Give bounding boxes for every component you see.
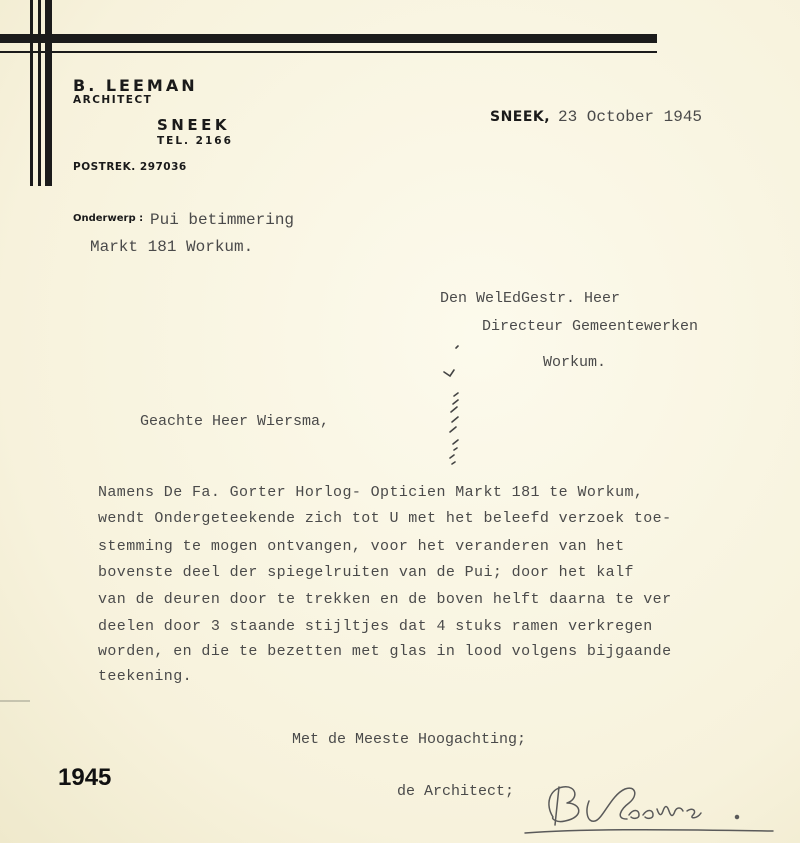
body-line-2: wendt Ondergeteekende zich tot U met het beleefd verzoek toe- bbox=[98, 510, 672, 527]
body-line-8: teekening. bbox=[98, 668, 193, 685]
body-line-5: van de deuren door te trekken en de boven helft daarna te ver bbox=[98, 591, 672, 608]
subject-label: Onderwerp : bbox=[73, 213, 144, 224]
addressee-line-3: Workum. bbox=[543, 354, 607, 371]
letterhead-top-rule bbox=[0, 34, 657, 43]
letterhead-vertical-rule-1 bbox=[30, 0, 33, 186]
typewriter-marks bbox=[438, 340, 468, 470]
greeting: Geachte Heer Wiersma, bbox=[140, 413, 330, 430]
letterhead-thin-rule bbox=[0, 51, 657, 53]
letterhead-vertical-rule-2 bbox=[38, 0, 41, 186]
architect-role: ARCHITECT bbox=[73, 94, 153, 106]
body-line-7: worden, en die te bezetten met glas in lood volgens bijgaande bbox=[98, 643, 672, 660]
signoff: de Architect; bbox=[397, 783, 515, 800]
body-line-1: Namens De Fa. Gorter Horlog- Opticien Markt 181 te Workum, bbox=[98, 484, 644, 501]
dateline-city: SNEEK, bbox=[490, 109, 551, 125]
addressee-line-1: Den WelEdGestr. Heer bbox=[440, 290, 621, 307]
subject-line-2: Markt 181 Workum. bbox=[90, 238, 254, 256]
architect-name: B. LEEMAN bbox=[73, 76, 198, 95]
letterhead-postrek: POSTREK. 297036 bbox=[73, 161, 187, 173]
letterhead-phone: TEL. 2166 bbox=[157, 135, 233, 147]
scan-edge-mark bbox=[0, 700, 30, 702]
body-line-4: bovenste deel der spiegelruiten van de Pui; door het kalf bbox=[98, 564, 634, 581]
body-line-3: stemming te mogen ontvangen, voor het veranderen van het bbox=[98, 538, 625, 555]
closing: Met de Meeste Hoogachting; bbox=[292, 731, 527, 748]
addressee-line-2: Directeur Gemeentewerken bbox=[482, 318, 699, 335]
body-line-6: deelen door 3 staande stijltjes dat 4 stuks ramen verkregen bbox=[98, 618, 653, 635]
dateline-date: 23 October 1945 bbox=[558, 108, 703, 126]
letterhead-city: SNEEK bbox=[157, 116, 230, 134]
handwritten-signature bbox=[515, 765, 785, 840]
year-stamp: 1945 bbox=[58, 764, 112, 791]
letterhead-vertical-rule-3 bbox=[45, 0, 52, 186]
subject-line-1: Pui betimmering bbox=[150, 211, 295, 229]
